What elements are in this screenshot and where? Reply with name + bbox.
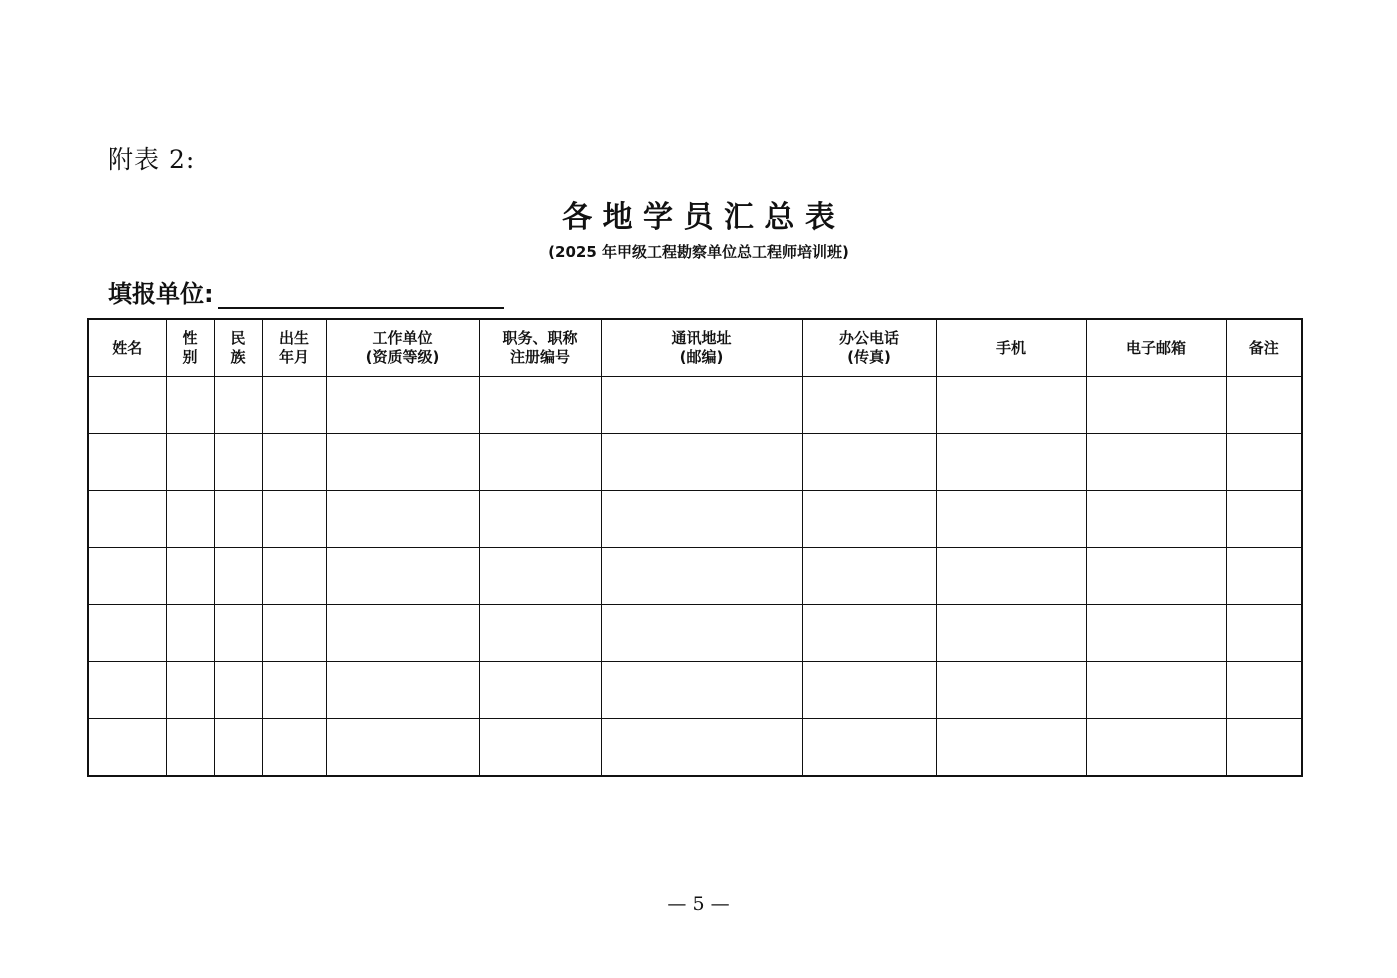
table-cell[interactable] xyxy=(166,662,214,719)
table-cell[interactable] xyxy=(1226,377,1302,434)
header-mailing-address: 通讯地址 (邮编) xyxy=(601,319,802,377)
document-title: 各 地 学 员 汇 总 表 xyxy=(562,200,835,235)
reporting-unit-label: 填报单位: xyxy=(108,280,214,308)
page-number: — 5 — xyxy=(667,893,730,915)
header-remarks: 备注 xyxy=(1226,319,1302,377)
header-ethnicity: 民 族 xyxy=(214,319,262,377)
table-cell[interactable] xyxy=(262,719,326,777)
table-cell[interactable] xyxy=(802,662,936,719)
header-office-phone: 办公电话 (传真) xyxy=(802,319,936,377)
table-cell[interactable] xyxy=(601,662,802,719)
table-cell[interactable] xyxy=(802,605,936,662)
table-cell[interactable] xyxy=(326,548,479,605)
table-cell[interactable] xyxy=(936,719,1086,777)
table-cell[interactable] xyxy=(479,548,601,605)
table-cell[interactable] xyxy=(1226,605,1302,662)
header-work-unit: 工作单位 (资质等级) xyxy=(326,319,479,377)
table-cell[interactable] xyxy=(936,434,1086,491)
table-cell[interactable] xyxy=(88,434,166,491)
table-cell[interactable] xyxy=(262,377,326,434)
table-row xyxy=(88,662,1302,719)
table-cell[interactable] xyxy=(262,434,326,491)
table-cell[interactable] xyxy=(166,548,214,605)
table-cell[interactable] xyxy=(214,491,262,548)
header-birth-date: 出生 年月 xyxy=(262,319,326,377)
annex-label: 附表 2: xyxy=(108,145,196,174)
table-cell[interactable] xyxy=(88,377,166,434)
reporting-unit-row xyxy=(108,274,504,309)
table-cell[interactable] xyxy=(1086,605,1226,662)
table-cell[interactable] xyxy=(166,491,214,548)
table-cell[interactable] xyxy=(479,605,601,662)
table-cell[interactable] xyxy=(479,719,601,777)
table-cell[interactable] xyxy=(1086,719,1226,777)
trainee-summary-table xyxy=(87,318,1303,777)
table-cell[interactable] xyxy=(326,377,479,434)
table-cell[interactable] xyxy=(214,434,262,491)
table-cell[interactable] xyxy=(1226,491,1302,548)
table-cell[interactable] xyxy=(262,491,326,548)
table-cell[interactable] xyxy=(601,434,802,491)
table-cell[interactable] xyxy=(479,491,601,548)
table-cell[interactable] xyxy=(166,605,214,662)
table-cell[interactable] xyxy=(262,662,326,719)
table-cell[interactable] xyxy=(936,605,1086,662)
table-cell[interactable] xyxy=(802,548,936,605)
table-cell[interactable] xyxy=(214,605,262,662)
table-cell[interactable] xyxy=(601,377,802,434)
table-cell[interactable] xyxy=(214,377,262,434)
table-cell[interactable] xyxy=(166,719,214,777)
table-cell[interactable] xyxy=(601,548,802,605)
table-cell[interactable] xyxy=(326,719,479,777)
table-cell[interactable] xyxy=(601,719,802,777)
header-mobile: 手机 xyxy=(936,319,1086,377)
table-cell[interactable] xyxy=(936,548,1086,605)
table-cell[interactable] xyxy=(1226,719,1302,777)
table-cell[interactable] xyxy=(88,662,166,719)
table-cell[interactable] xyxy=(802,377,936,434)
table-cell[interactable] xyxy=(1226,548,1302,605)
table-row xyxy=(88,377,1302,434)
table-row xyxy=(88,605,1302,662)
header-position-title: 职务、职称 注册编号 xyxy=(479,319,601,377)
table-cell[interactable] xyxy=(214,719,262,777)
table-body xyxy=(88,377,1302,777)
table-cell[interactable] xyxy=(936,491,1086,548)
table-cell[interactable] xyxy=(479,377,601,434)
table-row xyxy=(88,491,1302,548)
table-cell[interactable] xyxy=(936,662,1086,719)
header-email: 电子邮箱 xyxy=(1086,319,1226,377)
table-cell[interactable] xyxy=(936,377,1086,434)
document-subtitle: (2025 年甲级工程勘察单位总工程师培训班) xyxy=(548,243,849,261)
header-gender: 性 别 xyxy=(166,319,214,377)
table-row xyxy=(88,719,1302,777)
table-cell[interactable] xyxy=(88,605,166,662)
table-cell[interactable] xyxy=(1086,491,1226,548)
table-cell[interactable] xyxy=(601,491,802,548)
table-cell[interactable] xyxy=(262,605,326,662)
table-cell[interactable] xyxy=(214,662,262,719)
table-cell[interactable] xyxy=(326,434,479,491)
table-cell[interactable] xyxy=(1086,434,1226,491)
table-header-row xyxy=(88,319,1302,377)
table-cell[interactable] xyxy=(1086,548,1226,605)
reporting-unit-fill-line[interactable] xyxy=(218,279,504,309)
table-cell[interactable] xyxy=(479,434,601,491)
table-row xyxy=(88,548,1302,605)
table-cell[interactable] xyxy=(326,491,479,548)
table-cell[interactable] xyxy=(1226,662,1302,719)
table-cell[interactable] xyxy=(802,719,936,777)
table-cell[interactable] xyxy=(88,491,166,548)
table-cell[interactable] xyxy=(166,377,214,434)
table-cell[interactable] xyxy=(1086,377,1226,434)
table-cell[interactable] xyxy=(802,434,936,491)
table-row xyxy=(88,434,1302,491)
table-cell[interactable] xyxy=(166,434,214,491)
table-cell[interactable] xyxy=(601,605,802,662)
table-cell[interactable] xyxy=(1086,662,1226,719)
table-cell[interactable] xyxy=(479,662,601,719)
table-cell[interactable] xyxy=(88,719,166,777)
table-cell[interactable] xyxy=(1226,434,1302,491)
table-cell[interactable] xyxy=(214,548,262,605)
table-cell[interactable] xyxy=(88,548,166,605)
table-cell[interactable] xyxy=(802,491,936,548)
table-cell[interactable] xyxy=(326,662,479,719)
table-cell[interactable] xyxy=(326,605,479,662)
header-name: 姓名 xyxy=(88,319,166,377)
table-cell[interactable] xyxy=(262,548,326,605)
